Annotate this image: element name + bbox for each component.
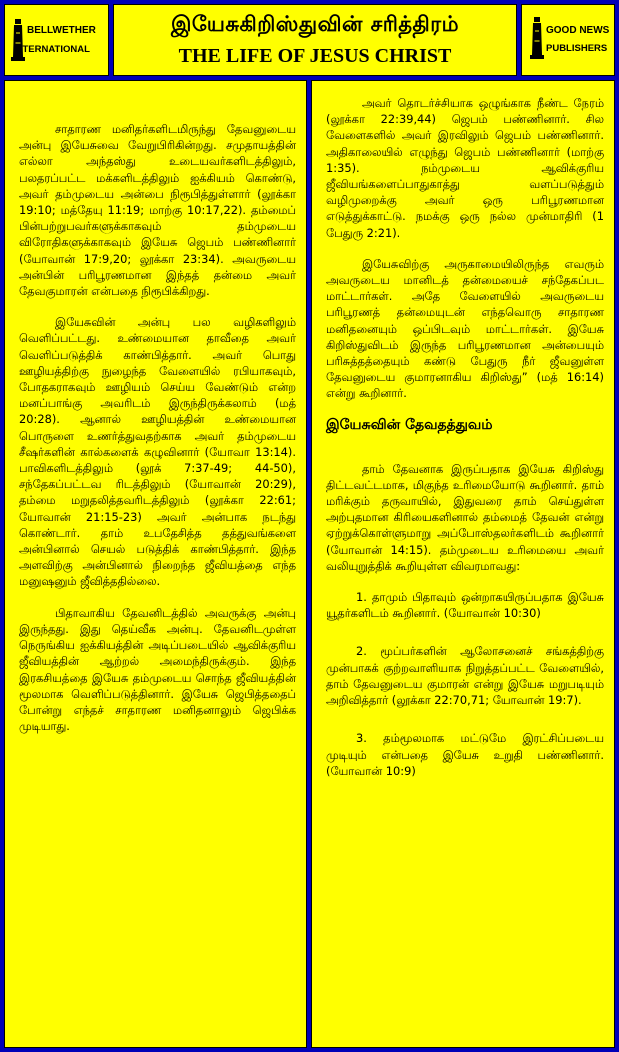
bellwether-logo-text-line1: BELLWETHER xyxy=(27,25,96,36)
right-paragraph-3: தாம் தேவனாக இருப்பதாக இயேசு கிறிஸ்து திட்டவட்டமாக, மிகுந்த உரிமையோடு கூறினார். தாம் மரிக்கும் தருவாயில், இதுவரை தாம் செய்துள்ள அற்புதமான கிரியைகளினால் தம்மைத் தேவன் என்று ஏற்றுக்கொள்ளுமாறு அப்போஸ்தலர்களிடம் கூறினார் (யோவான் 14:15). தம்முடைய உரிமையை அவர் வலியுறுத்திக் கூறியுள்ள விவரமாவது: xyxy=(326,461,604,573)
list-item-1: 1. தாமும் பிதாவும் ஒன்றாகயிருப்பதாக இயேசு யூதர்களிடம் கூறினார். (யோவான் 10:30) xyxy=(326,590,604,621)
page-title-english: THE LIFE OF JESUS CHRIST xyxy=(178,45,452,67)
left-paragraph-1: சாதாரண மனிதர்களிடமிருந்து தேவனுடைய அன்பு இயேசுவை வேறுபிரிகின்றது. சமுதாயத்தின் எல்லா அந்தஸ்து உடையவர்களிடத்திலும், பலதரப்பட்ட மக்களிடத்திலும் ஐக்கியம் கொண்டு, அவர் தம்முடைய அன்பை நிரூபித்துள்ளார் (லூக்கா 19:10; மத்தேயு 11:19; மாற்கு 10:17,22). தம்மைப் பின்பற்றுபவர்களுக்காகவும் தம்முடைய விரோதிகளுக்காகவும் இயேசு ஜெபம் பண்ணினார் (யோவான் 17:9,20; லூக்கா 23:34). அவருடைய அன்பின் பரிபூரணமான இந்தத் தன்மை அவர் தேவகுமாரன் என்பதை நிரூபிக்கிறது. xyxy=(19,122,296,299)
list-item-2: 2. மூப்பர்களின் ஆலோசனைச் சங்கத்திற்கு முன்பாகக் குற்றவாளியாக நிறுத்தப்பட்ட வேளையில், தாம் தேவனுடைய குமாரன் என்று இயேசு மறுபடியும் அறிவித்தார் (லூக்கா 22:70,71; யோவான் 19:7). xyxy=(326,644,604,708)
right-column xyxy=(311,80,615,1048)
lighthouse-icon xyxy=(530,15,544,59)
list-item-3: 3. தம்மூலமாக மட்டுமே இரட்சிப்படைய முடியும் என்பதை இயேசு உறுதி பண்ணினார். (யோவான் 10:9) xyxy=(326,731,604,778)
right-paragraph-1: அவர் தொடர்ச்சியாக ஒழுங்காக நீண்ட நேரம் (லூக்கா 22:39,44) ஜெபம் பண்ணினார். சில வேளைகளில் அவர் இரவிலும் ஜெபம் பண்ணினார். அதிகாலையில் எழுந்து ஜெபம் பண்ணினார் (மாற்கு 1:35). நம்முடைய ஆவிக்குரிய ஜீவியங்களைப்பாதுகாத்து வளப்படுத்தும் வழிமுறைக்கு அவர் ஒரு பரிபூரணமான எடுத்துக்காட்டு. நமக்கு ஒரு நல்ல முன்மாதிரி (1 பேதுரு 2:21). xyxy=(326,96,604,240)
left-paragraph-2: இயேசுவின் அன்பு பல வழிகளிலும் வெளிப்பட்டது. உண்மையான தாவீதை அவர் வெளிப்படுத்திக் காண்பித்தார். அவர் பொது ஊழியத்திற்கு நுழைந்த வேளையில் ரபியாகவும், போதகராகவும் ஊழியம் செய்ய வேண்டும் என்ற மனப்பாங்கு அவரிடம் இருந்திருக்கலாம் (மத் 20:28). ஆனால் ஊழியத்தின் உண்மையான பொருளை உணர்த்துவதற்காக அவர் தம்முடைய சீஷர்களின் கால்களைக் கழுவினார் (யோவா 13:14). பாவிகளிடத்திலும் (லூக் 7:37-49; 44-50), சந்தேகப்பட்டவ ரிடத்திலும் (யோவான் 20:29), தம்மை மறுதலித்தவரிடத்திலும் (லூக்கா 22:61; யோவான் 21:15-23) அவர் அன்பாக நடந்து கொண்டார். தாம் உபதேசித்த தத்துவங்களை அன்பினால் செயல் படுத்திக் காண்பித்தார். இந்த அளவிற்கு அன்பினால் நிறைந்த ஜீவியத்தை எந்த மனுஷனும் ஜீவித்ததில்லை. xyxy=(19,315,296,589)
left-column xyxy=(4,80,307,1048)
title-box xyxy=(113,4,517,76)
good-news-logo-text-line1: GOOD NEWS xyxy=(546,25,610,36)
bellwether-logo-text-line2: INTERNATIONAL xyxy=(13,44,90,55)
good-news-logo-text-line2: PUBLISHERS xyxy=(546,43,608,54)
bellwether-logo-box xyxy=(4,4,109,76)
left-paragraph-3: பிதாவாகிய தேவனிடத்தில் அவருக்கு அன்பு இருந்தது. இது தெய்வீக அன்பு. தேவனிடமுள்ள நெருங்கிய ஐக்கியத்தின் அடிப்படையில் ஆவிக்குரிய ஜீவியத்தின் ஆற்றல் அமைந்திருக்கும். இந்த இரகசியத்தை இயேசு தம்முடைய சொந்த ஜீவியத்தின் மூலமாக வெளிப்படுத்தினார். இயேசு ஜெபித்ததைப் போன்று எந்தச் சாதாரண மனிதனாலும் ஜெபிக்க முடியாது. xyxy=(19,605,296,734)
page-title-tamil: இயேசுகிறிஸ்துவின் சரித்திரம் xyxy=(170,12,460,36)
section-heading: இயேசுவின் தேவதத்துவம் xyxy=(326,416,493,433)
good-news-logo-box xyxy=(521,4,615,76)
right-paragraph-2: இயேசுவிற்கு அருகாமையிலிருந்த எவரும் அவருடைய மானிடத் தன்மையைச் சந்தேகப்பட மாட்டார்கள். அதே வேளையில் அவருடைய பரிபூரணத் தன்மையுடன் எந்தவொரு சாதாரண மனிதனையும் ஒப்பிடவும் மாட்டார்கள். இயேசு கிறிஸ்துவிடம் இருந்த பரிபூரணமான அன்பையும் பரிசுத்தத்தையும் கண்டு பேதுரு நீர் ஜீவனுள்ள தேவனுடைய குமாரனாகிய கிறிஸ்து” (மத் 16:14) என்று கூறினார். xyxy=(326,256,604,401)
